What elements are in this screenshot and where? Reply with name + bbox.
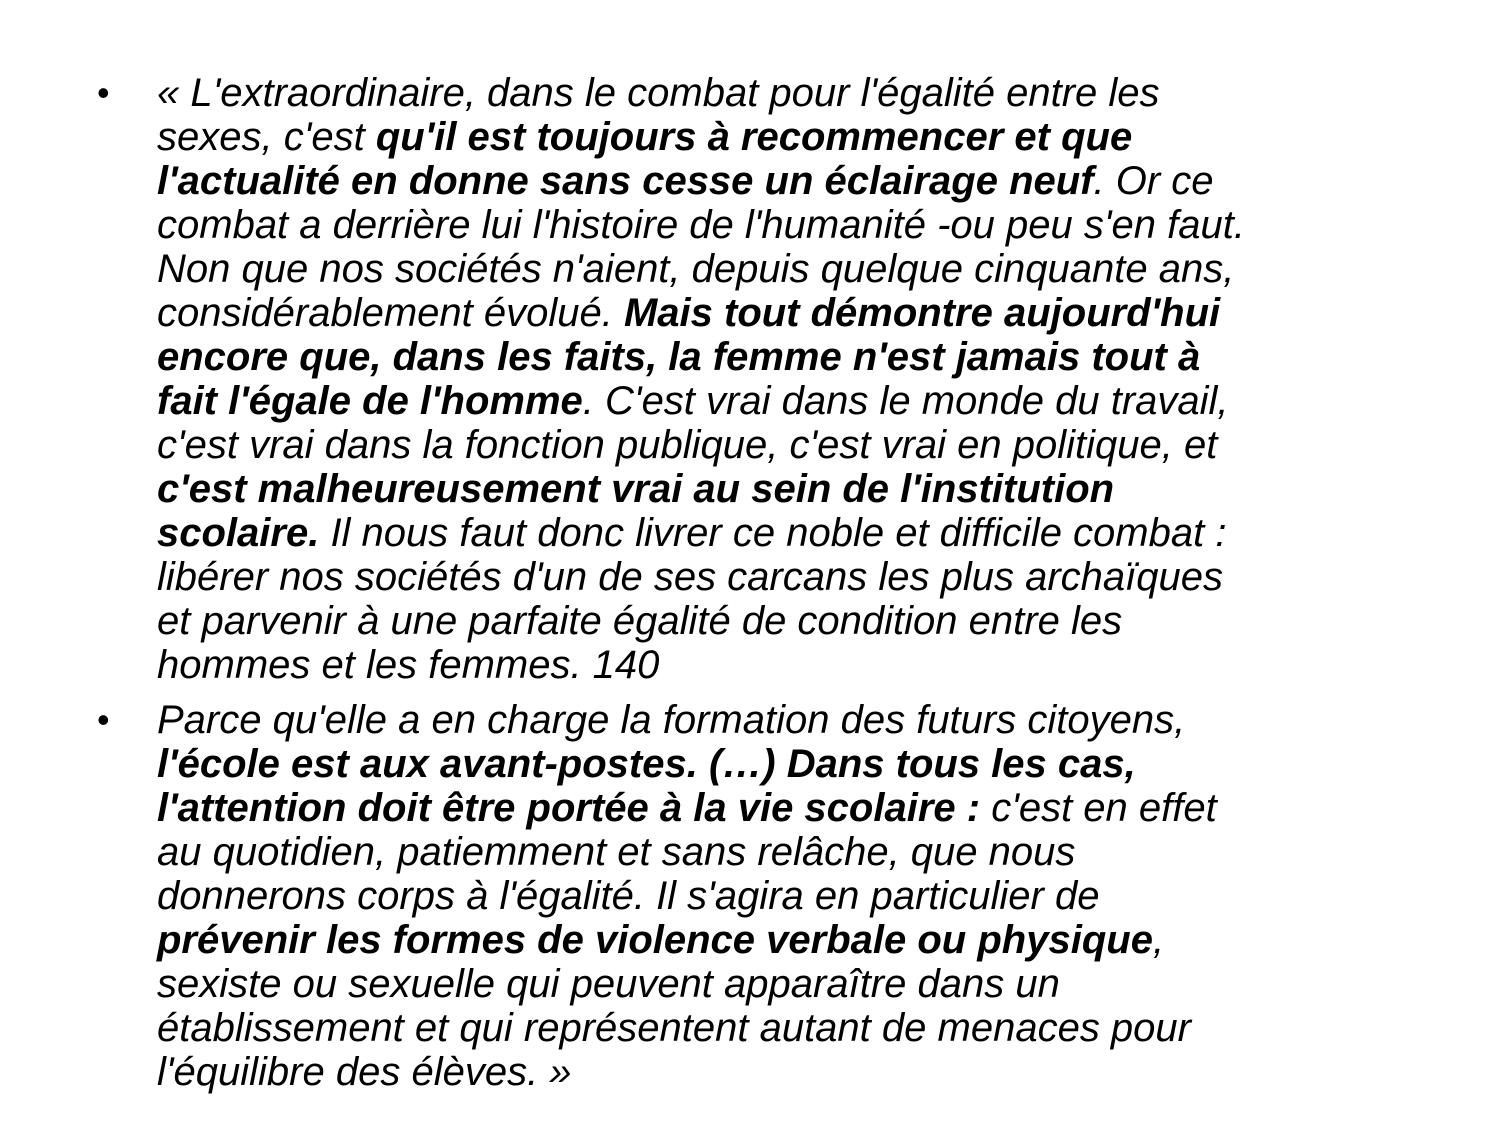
text-segment: combat a derrière lui l'histoire de l'humanité -ou peu s'en faut. — [157, 203, 1245, 247]
text-line — [157, 379, 1245, 423]
text-segment: . Or ce — [1093, 159, 1214, 203]
text-segment: au quotidien, patiemment et sans relâche, que nous — [157, 830, 1076, 874]
paragraph-text — [157, 71, 1245, 687]
text-line — [157, 159, 1245, 203]
text-line — [157, 423, 1245, 467]
text-segment: libérer nos sociétés d'un de ses carcans les plus archaïques — [157, 555, 1223, 599]
bold-text-segment: Mais tout démontre aujourd'hui — [623, 291, 1221, 335]
text-line — [157, 742, 1217, 786]
text-line — [157, 1006, 1217, 1050]
text-segment: considérablement évolué. — [157, 291, 624, 335]
text-segment: Il nous faut donc livrer ce noble et difficile combat : — [319, 511, 1227, 555]
text-line — [157, 335, 1245, 379]
bold-text-segment: l'actualité en donne sans cesse un éclairage neuf — [157, 159, 1094, 203]
text-segment: sexiste ou sexuelle qui peuvent apparaître dans un — [157, 962, 1060, 1006]
text-line — [157, 115, 1245, 159]
text-line — [157, 511, 1245, 555]
bold-text-segment: encore que, dans les faits, la femme n'est jamais tout à — [157, 335, 1201, 379]
text-segment: Non que nos sociétés n'aient, depuis quelque cinquante ans, — [157, 247, 1235, 291]
text-line — [157, 467, 1245, 511]
text-line — [157, 247, 1245, 291]
text-segment: Parce qu'elle a en charge la formation des futurs citoyens, — [157, 698, 1186, 742]
text-line — [157, 786, 1217, 830]
text-line — [157, 698, 1217, 742]
text-segment: . C'est vrai dans le monde du travail, — [582, 379, 1229, 423]
bold-text-segment: qu'il est toujours à recommencer et que — [375, 115, 1133, 159]
text-segment: et parvenir à une parfaite égalité de condition entre les — [157, 599, 1123, 643]
paragraph-text — [157, 698, 1217, 1094]
text-segment: sexes, c'est — [157, 115, 376, 159]
text-segment: l'équilibre des élèves. » — [157, 1050, 572, 1094]
text-line — [157, 830, 1217, 874]
bullet-marker: • — [97, 699, 110, 740]
text-segment: c'est en effet — [980, 786, 1217, 830]
bullet-paragraph-1 — [97, 71, 1245, 687]
bold-text-segment: prévenir les formes de violence verbale ou physique — [157, 918, 1153, 962]
bold-text-segment: c'est malheureusement vrai au sein de l'institution — [157, 467, 1115, 511]
text-segment: établissement et qui représentent autant de menaces pour — [157, 1006, 1191, 1050]
text-segment: hommes et les femmes. 140 — [157, 643, 660, 687]
bold-text-segment: fait l'égale de l'homme — [157, 379, 583, 423]
text-line — [157, 71, 1245, 115]
text-line — [157, 291, 1245, 335]
text-segment: « L'extraordinaire, dans le combat pour l'égalité entre les — [157, 71, 1160, 115]
bold-text-segment: l'attention doit être portée à la vie scolaire : — [157, 786, 981, 830]
bold-text-segment: scolaire. — [157, 511, 320, 555]
text-segment: , — [1152, 918, 1165, 962]
text-line — [157, 599, 1245, 643]
text-line — [157, 874, 1217, 918]
text-line — [157, 643, 1245, 687]
text-line — [157, 962, 1217, 1006]
bullet-marker: • — [97, 72, 110, 113]
text-line — [157, 555, 1245, 599]
text-line — [157, 1050, 1217, 1094]
text-line — [157, 918, 1217, 962]
text-segment: c'est vrai dans la fonction publique, c'est vrai en politique, et — [157, 423, 1218, 467]
bold-text-segment: l'école est aux avant-postes. (…) Dans tous les cas, — [157, 742, 1136, 786]
text-line — [157, 203, 1245, 247]
bullet-paragraph-2 — [97, 698, 1217, 1094]
text-segment: donnerons corps à l'égalité. Il s'agira en particulier de — [157, 874, 1100, 918]
